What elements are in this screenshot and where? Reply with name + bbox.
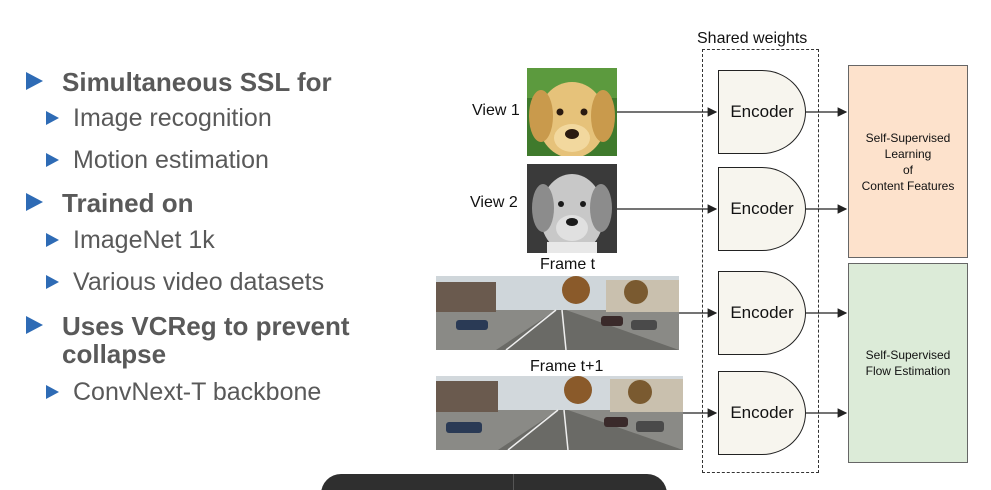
ssl-content-line: of	[902, 162, 913, 177]
encoder-2: Encoder	[718, 167, 806, 251]
ssl-flow-line: Flow Estimation	[865, 364, 951, 378]
frame-t1-label: Frame t+1	[530, 358, 604, 375]
bullet-text: Simultaneous SSL for	[62, 67, 332, 97]
frame-t-label: Frame t	[540, 256, 596, 273]
encoder-4: Encoder	[718, 371, 806, 455]
ssl-flow-box	[848, 263, 968, 463]
ssl-flow-line: Self-Supervised	[865, 348, 951, 362]
ssl-content-line: Learning	[884, 146, 932, 161]
view1-label: View 1	[472, 102, 520, 119]
shared-weights-label: Shared weights	[697, 30, 808, 47]
presentation-controls[interactable]	[321, 474, 667, 490]
bullet-text: Trained on	[62, 188, 194, 218]
controls-divider	[513, 474, 514, 490]
bullet-text: ImageNet 1k	[73, 226, 215, 254]
ssl-content-box	[848, 65, 968, 258]
encoder-1: Encoder	[718, 70, 806, 154]
bullet-text: ConvNext-T backbone	[73, 378, 322, 406]
ssl-content-line: Self-Supervised	[865, 130, 951, 145]
view2-label: View 2	[470, 194, 518, 211]
ssl-content-line: Content Features	[861, 178, 955, 193]
bullet-text: Image recognition	[73, 104, 272, 132]
bullet-text: Various video datasets	[73, 268, 325, 296]
bullet-text: Motion estimation	[73, 146, 269, 174]
bullet-text: Uses VCReg to prevent collapse	[62, 311, 350, 369]
encoder-3: Encoder	[718, 271, 806, 355]
